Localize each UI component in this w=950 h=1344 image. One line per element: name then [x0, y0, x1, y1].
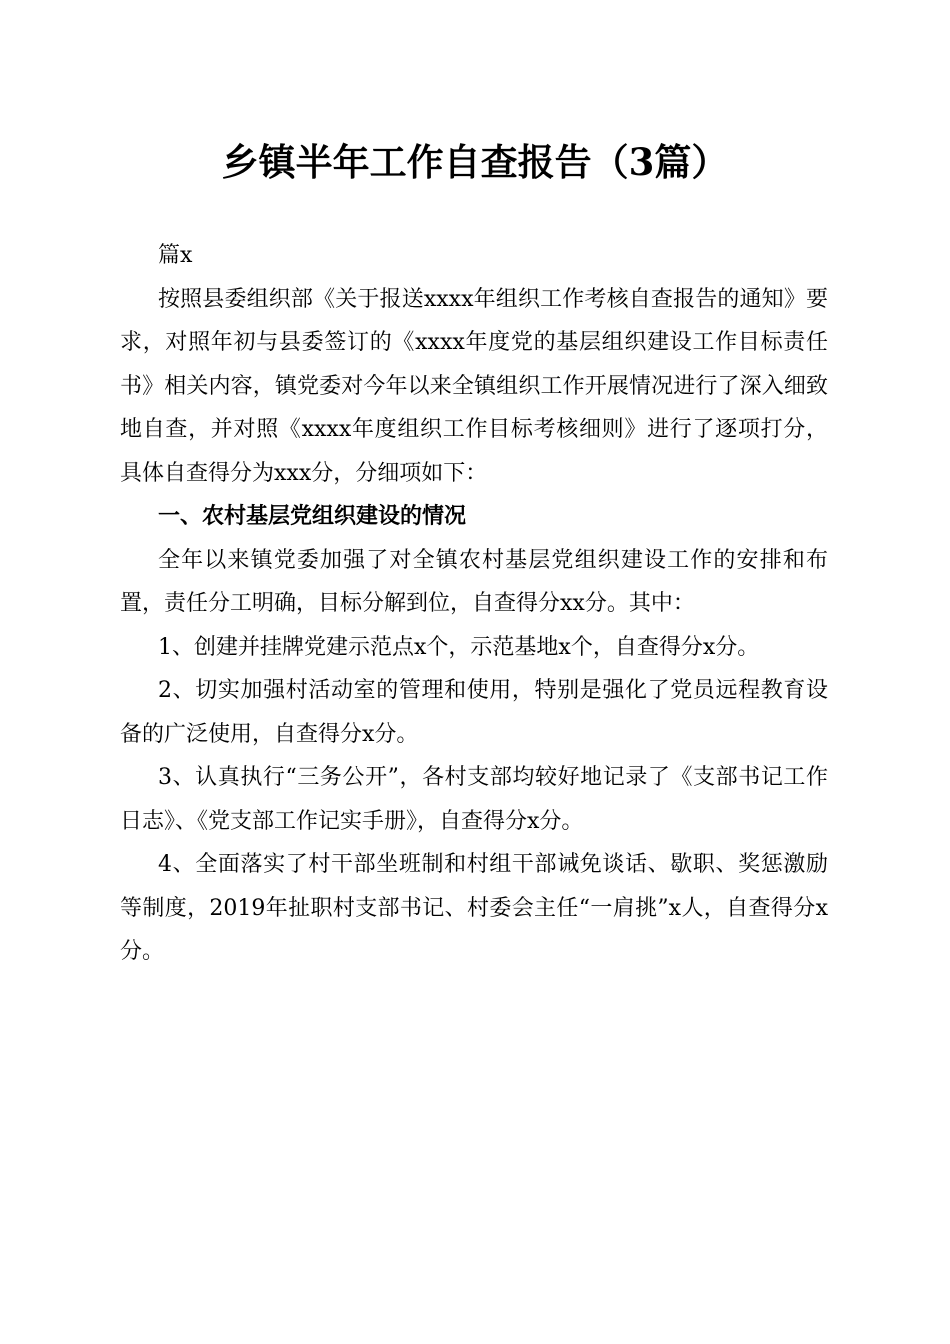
section-label: 篇x [158, 243, 193, 268]
document-title: 乡镇半年工作自查报告（3篇） [221, 140, 729, 184]
intro-paragraph: 按照县委组织部《关于报送xxxx年组织工作考核自查报告的通知》要求，对照年初与县委签订的《xxxx年度党的基层组织建设工作目标责任书》相关内容，镇党委对今年以来全镇组织工作开展情况进行了深入细致地自查，并对照《xxxx年度组织工作目标考核细则》进行了逐项打分，具体自查得分为xxx分，分细项如下： [120, 286, 828, 486]
list-item: 4、全面落实了村干部坐班制和村组干部诫免谈话、歇职、奖惩激励等制度，2019年扯职村支部书记、村委会主任“一肩挑”x人，自查得分x分。 [120, 852, 828, 964]
body-paragraph: 全年以来镇党委加强了对全镇农村基层党组织建设工作的安排和布置，责任分工明确，目标分解到位，自查得分xx分。其中： [120, 547, 828, 616]
section-heading: 一、农村基层党组织建设的情况 [158, 504, 467, 529]
list-item: 1、创建并挂牌党建示范点x个，示范基地x个，自查得分x分。 [158, 634, 760, 660]
list-item: 3、认真执行“三务公开”，各村支部均较好地记录了《支部书记工作日志》、《党支部工作记实手册》，自查得分x分。 [120, 765, 828, 834]
list-item: 2、切实加强村活动室的管理和使用，特别是强化了党员远程教育设备的广泛使用，自查得分x分。 [120, 678, 828, 747]
document-body [120, 234, 828, 974]
